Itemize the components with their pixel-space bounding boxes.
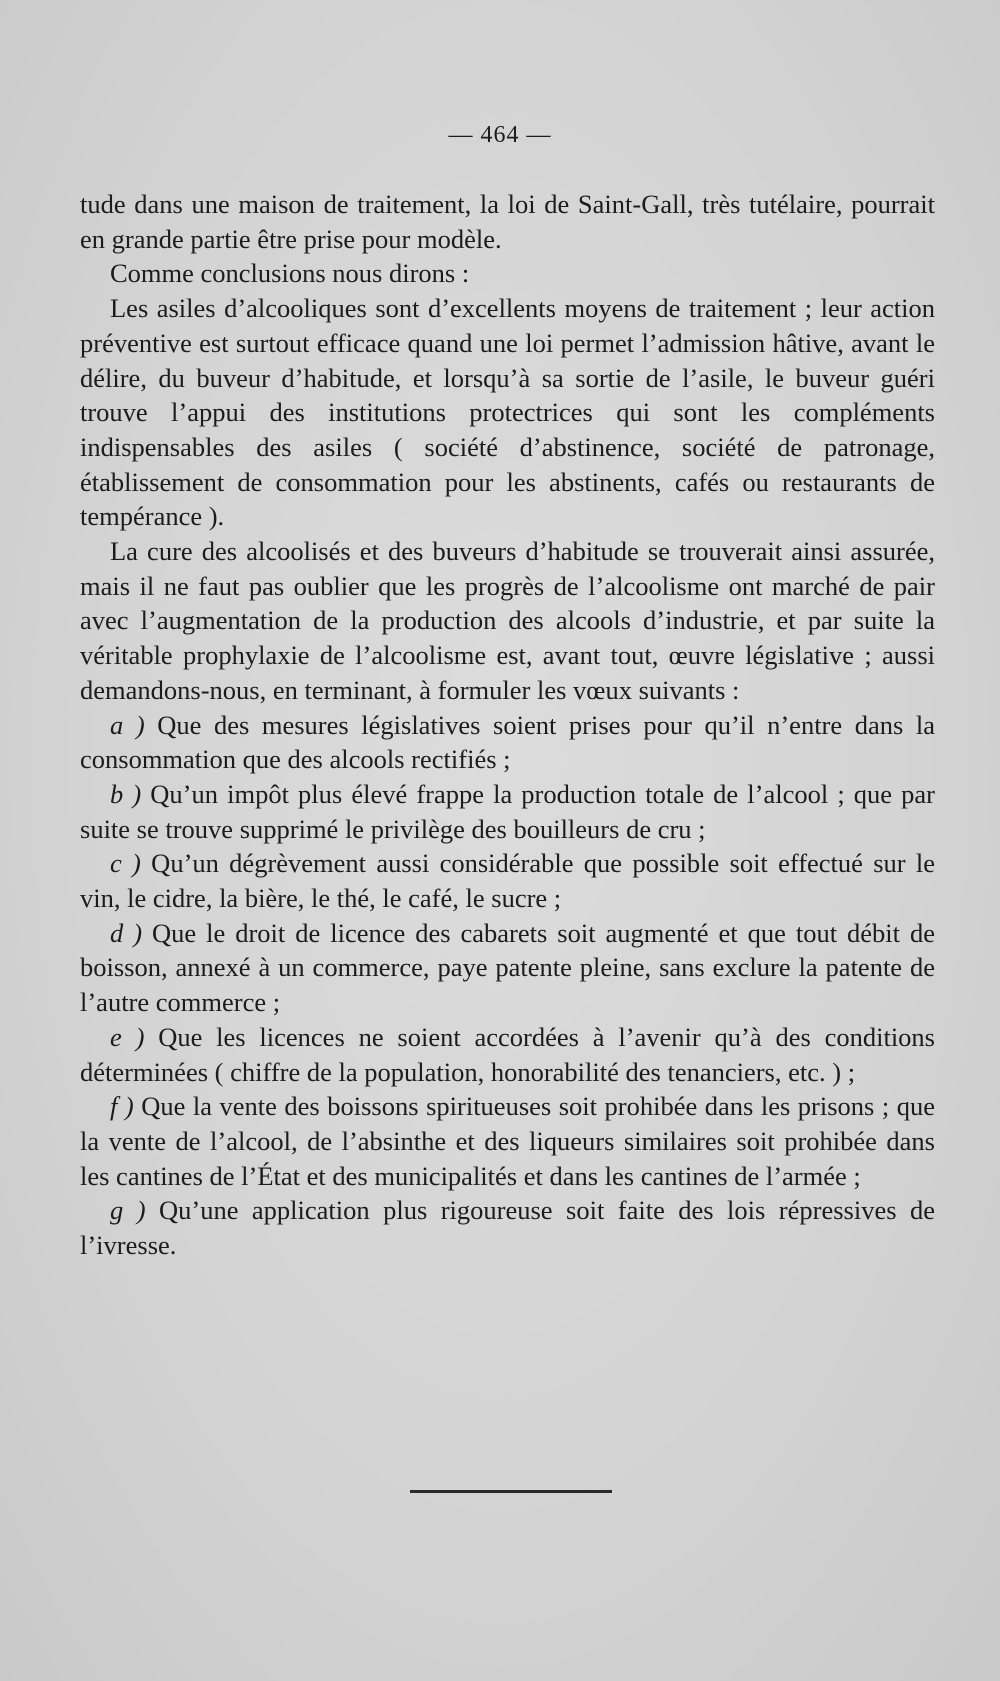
body-text (80, 187, 935, 1263)
wish-text: Que le droit de licence des cabarets soit augmenté et que tout débit de boisson, annexé à un commerce, paye patente pleine, sans exclure la patente de l’autre commerce ; (80, 917, 935, 1018)
wish-letter: b ) (110, 778, 142, 809)
end-rule-divider (410, 1490, 612, 1493)
paragraph-cure: La cure des alcoolisés et des buveurs d’habitude se trouverait ainsi assurée, mais il ne faut pas oublier que les progrès de l’alcoolisme ont marché de pair avec l’augmentation de la production des alcools d’industrie, et par suite la véritable prophylaxie de l’alcoolisme est, avant tout, œuvre législative ; aussi demandons-nous, en terminant, à formuler les vœux suivants : (80, 536, 935, 705)
paragraph-asiles: Les asiles d’alcooliques sont d’excellents moyens de traitement ; leur action préventive est surtout efficace quand une loi permet l’admission hâtive, avant le délire, du buveur d’habitude, et lorsqu’à sa sortie de l’asile, le buveur guéri trouve l’appui des institutions protectrices qui sont les compléments indispensables des asiles ( société d’abstinence, société de patronage, établissement de consommation pour les abstinents, cafés ou restaurants de tempérance ). (80, 293, 935, 532)
page-number: — 464 — (448, 122, 552, 148)
wish-letter: f ) (110, 1091, 134, 1122)
wish-text: Qu’un impôt plus élevé frappe la production totale de l’alcool ; que par suite se trouve supprimé le privilège des bouilleurs de cru ; (80, 778, 935, 844)
wish-item-a (80, 708, 935, 777)
wish-text: Qu’un dégrèvement aussi considérable que possible soit effectué sur le vin, le cidre, la bière, le thé, le café, le sucre ; (80, 848, 935, 914)
wish-item-e (80, 1020, 935, 1089)
paragraph-conclusions-intro: Comme conclusions nous dirons : (110, 258, 470, 289)
wish-text: Que des mesures législatives soient prises pour qu’il n’entre dans la consommation que des alcools rectifiés ; (80, 709, 935, 775)
wish-text: Que les licences ne soient accordées à l’avenir qu’à des conditions déterminées ( chiffre de la population, honorabilité des tenanciers, etc. ) ; (80, 1021, 935, 1087)
wish-item-g (80, 1193, 935, 1262)
wish-item-f (80, 1089, 935, 1193)
wish-letter: g ) (110, 1195, 146, 1226)
wish-item-b (80, 777, 935, 846)
wish-item-c (80, 846, 935, 915)
wish-letter: d ) (110, 917, 143, 948)
wish-letter: a ) (110, 709, 145, 740)
wish-letter: e ) (110, 1021, 145, 1052)
wish-letter: c ) (110, 848, 141, 879)
wish-text: Que la vente des boissons spiritueuses soit prohibée dans les prisons ; que la vente de l’alcool, de l’absinthe et des liqueurs similaires soit prohibée dans les cantines de l’État et des municipalités et dans les cantines de l’armée ; (80, 1091, 936, 1191)
paragraph-continuation: tude dans une maison de traitement, la loi de Saint-Gall, très tutélaire, pourrait en grande partie être prise pour modèle. (80, 189, 935, 254)
wish-item-d (80, 916, 935, 1020)
wish-text: Qu’une application plus rigoureuse soit faite des lois répressives de l’ivresse. (80, 1195, 935, 1261)
